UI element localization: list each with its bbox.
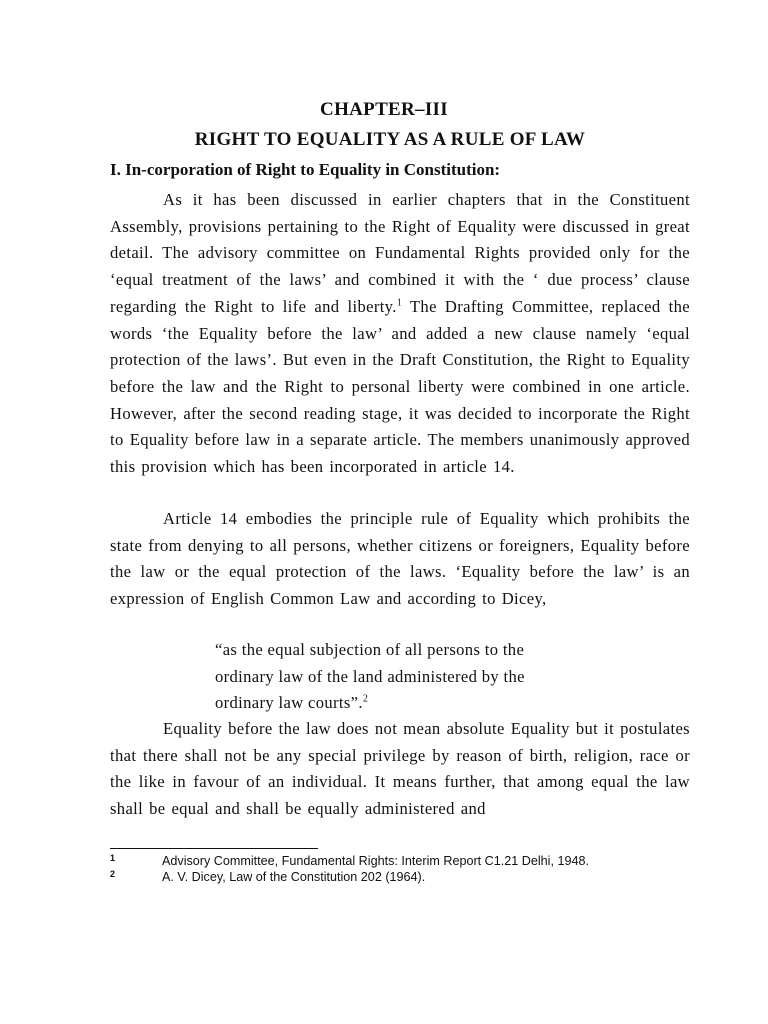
footnote-text: A. V. Dicey, Law of the Constitution 202 (1964). [162, 870, 426, 884]
quote-line-3: ordinary law courts”. [215, 693, 363, 713]
footnote-divider [110, 848, 318, 849]
footnote-number: 1 [110, 853, 116, 863]
paragraph-3-text: Equality before the law does not mean absolute Equality but it postulates that there shall not be any special privilege by reason of birth, religion, race or the like in favour of an individual. It means further, that among equal the law shall be equal and shall be equally administered and [110, 719, 690, 819]
paragraph-3 [110, 716, 690, 823]
chapter-title: RIGHT TO EQUALITY AS A RULE OF LAW [194, 129, 586, 150]
paragraph-2-text: Article 14 embodies the principle rule of Equality which prohibits the state from denying to all persons, whether citizens or foreigners, Equality before the law or the equal protection of the laws. ‘Equality before the law’ is an expression of English Common Law and according to Dicey, [110, 509, 690, 609]
paragraph-1-text-b: The Drafting Committee, replaced the words ‘the Equality before the law’ and added a new clause namely ‘equal protection of the laws’. But even in the Draft Constitution, the Right to Equality before the law and the Right to personal liberty were combined in one article. However, after the second reading stage, it was decided to incorporate the Right to Equality before law in a separate article. The members unanimously approved this provision which has been incorporated in article 14. [110, 296, 690, 477]
section-heading: I. In-corporation of Right to Equality in Constitution: [110, 160, 501, 179]
footnote-ref-2[interactable]: 2 [362, 693, 369, 705]
dicey-quote [215, 637, 525, 717]
quote-line-1: “as the equal subjection of all persons to the [215, 640, 525, 659]
chapter-heading: CHAPTER–III [320, 99, 448, 120]
footnote-ref-1[interactable]: 1 [396, 297, 403, 309]
paragraph-1 [110, 187, 690, 481]
footnote-number: 2 [110, 869, 116, 879]
quote-line-3-wrapper [215, 690, 525, 717]
paragraph-1-text-a: As it has been discussed in earlier chapters that in the Constituent Assembly, provisions pertaining to the Right of Equality were discussed in great detail. The advisory committee on Fundamental Rights provided only for the ‘equal treatment of the laws’ and combined it with the ‘ due process’ clause regarding the Right to life and liberty. [110, 190, 690, 316]
paragraph-2 [110, 506, 690, 613]
footnote-text: Advisory Committee, Fundamental Rights: Interim Report C1.21 Delhi, 1948. [162, 854, 589, 868]
quote-line-2: ordinary law of the land administered by the [215, 666, 525, 686]
